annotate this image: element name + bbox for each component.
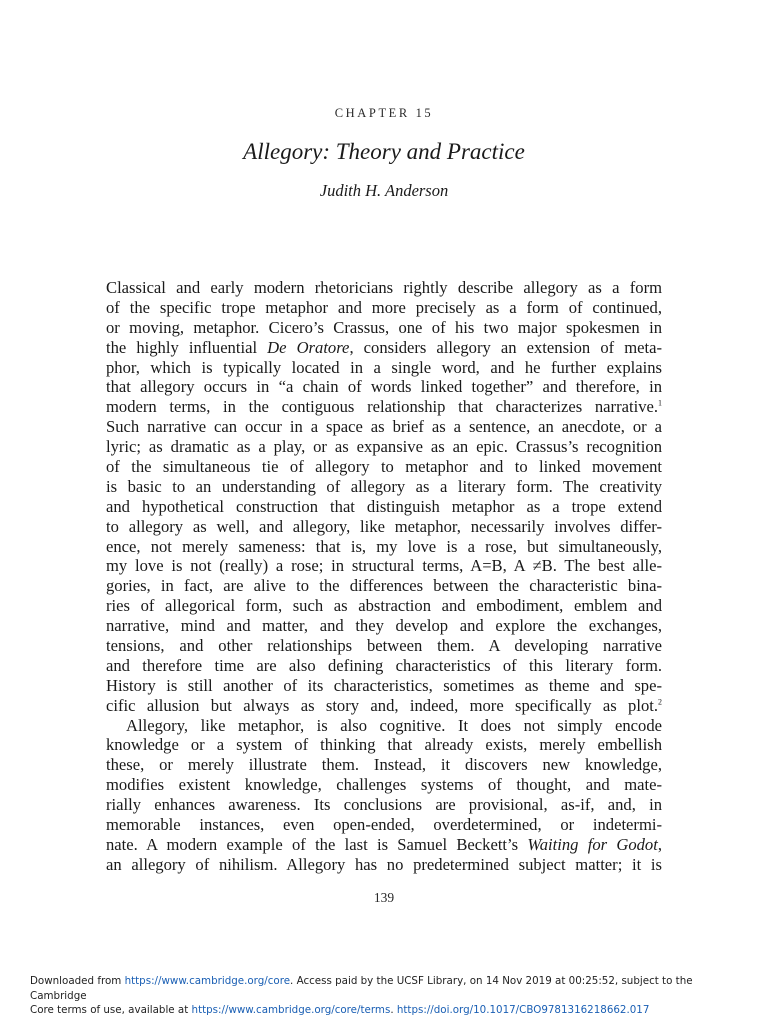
text-line: and therefore time are also defining characteristics of this literary form. [106,655,662,675]
text-line: Such narrative can occur in a space as brief as a sentence, an anecdote, or a [106,417,662,437]
text-line: rially enhances awareness. Its conclusions are provisional, as-if, and, in [106,795,662,815]
paragraph-2 [106,716,662,875]
download-footer [30,974,750,1018]
text-line: to allegory as well, and allegory, like metaphor, necessarily involves differ- [106,516,662,536]
text-line: nate. A modern example of the last is Samuel Beckett’s Waiting for Godot, [106,834,662,854]
chapter-title: Allegory: Theory and Practice [243,139,525,164]
text-line: the highly influential De Oratore, considers allegory an extension of meta- [106,337,662,357]
paragraph-1 [106,278,662,716]
text-line: Classical and early modern rhetoricians rightly describe allegory as a form [106,278,662,297]
text-line: narrative, mind and matter, and they develop and explore the exchanges, [106,616,662,636]
cambridge-core-link[interactable]: https://www.cambridge.org/core [124,975,291,987]
text-line: ence, not merely sameness: that is, my love is a rose, but simultaneously, [106,536,662,556]
text-line: tensions, and other relationships between them. A developing narrative [106,636,662,656]
text-line: cific allusion but always as story and, indeed, more specifically as plot.$^2$ [106,695,662,715]
text-line: of the simultaneous tie of allegory to metaphor and to linked movement [106,457,662,477]
text-line: my love is not (really) a rose; in structural terms, A=B, A ≠B. The best alle- [106,556,662,576]
footer-terms-prefix: Core terms of use, available at [30,1004,192,1016]
page-number: 139 [373,890,395,905]
text-line: and hypothetical construction that distinguish metaphor as a trope extend [106,496,662,516]
text-line: lyric; as dramatic as a play, or as expansive as an epic. Crassus’s recognition [106,437,662,457]
text-line: these, or merely illustrate them. Instead, it discovers new knowledge, [106,755,662,775]
text-line: knowledge or a system of thinking that already exists, merely embellish [106,735,662,755]
footer-line-2 [30,1003,750,1018]
chapter-author: Judith H. Anderson [319,181,449,200]
text-line: memorable instances, even open-ended, overdetermined, or indetermi- [106,815,662,835]
footer-prefix: Downloaded from [30,975,125,987]
footer-access-text: . Access paid by the UCSF Library, on 14 Nov 2019 at 00:25:52, subject to the Cambridge [30,975,693,1002]
text-line: History is still another of its characteristics, sometimes as theme and spe- [106,675,662,695]
terms-link[interactable]: https://www.cambridge.org/core/terms [191,1004,391,1016]
doi-link[interactable]: https://doi.org/10.1017/CBO9781316218662.017 [396,1004,650,1016]
text-line: Allegory, like metaphor, is also cognitive. It does not simply encode [126,715,662,735]
text-line: of the specific trope metaphor and more precisely as a form of continued, [106,297,662,317]
body-text [106,278,662,875]
text-line: modern terms, in the contiguous relationship that characterizes narrative.$^1$ [106,397,662,417]
text-line: is basic to an understanding of allegory as a literary form. The creativity [106,476,662,496]
text-line: that allegory occurs in “a chain of words linked together” and therefore, in [106,377,662,397]
text-line: or moving, metaphor. Cicero’s Crassus, one of his two major spokesmen in [106,317,662,337]
text-line: an allegory of nihilism. Allegory has no predetermined subject matter; it is [106,854,662,874]
text-line: gories, in fact, are alive to the differences between the characteristic bina- [106,576,662,596]
footer-separator: . [390,1004,397,1016]
chapter-label: CHAPTER 15 [334,106,434,120]
text-line: modifies existent knowledge, challenges systems of thought, and mate- [106,775,662,795]
text-line: ries of allegorical form, such as abstraction and embodiment, emblem and [106,596,662,616]
text-line: phor, which is typically located in a single word, and he further explains [106,357,662,377]
footer-line-1 [30,974,750,1003]
